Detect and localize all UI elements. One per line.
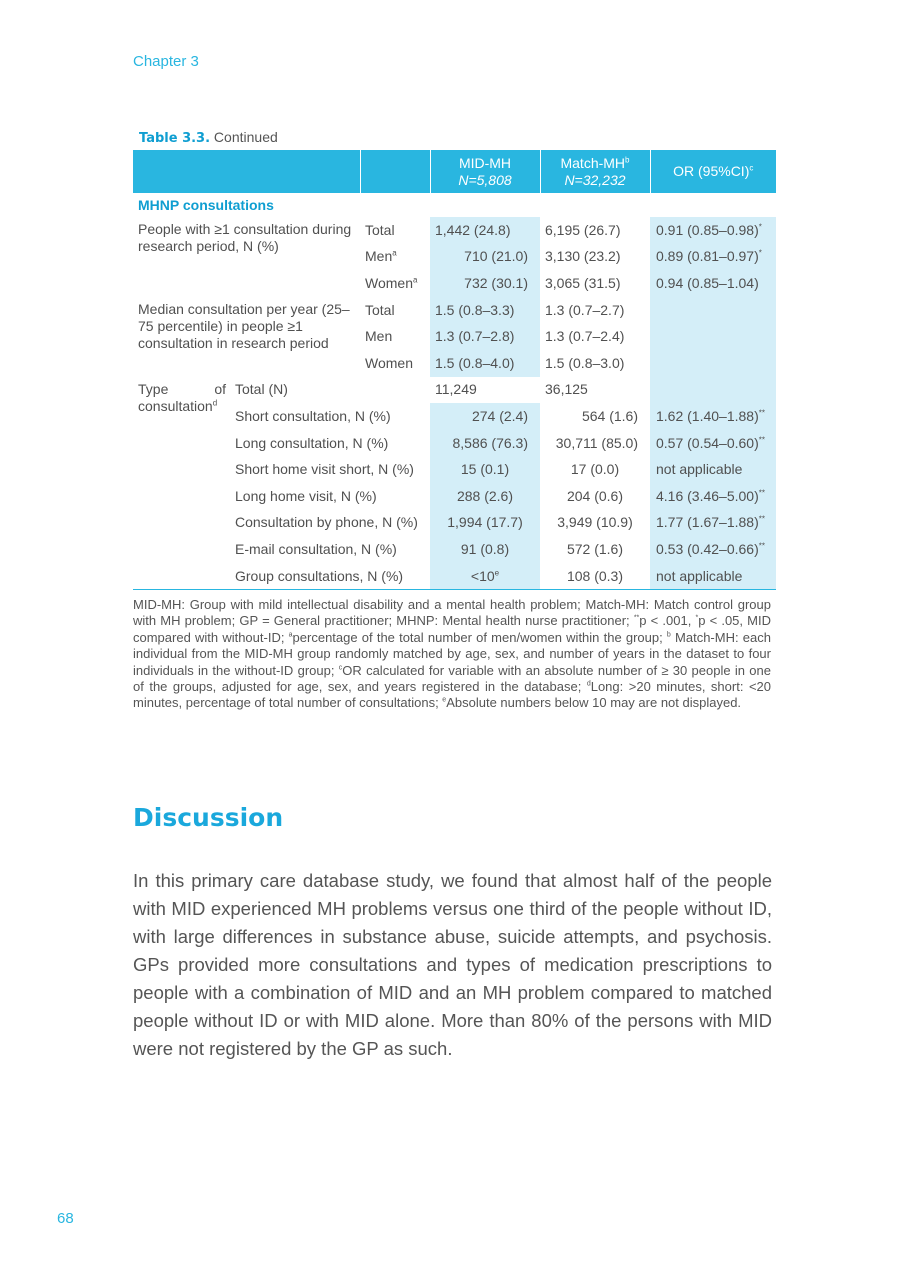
row-sub-label: Long home visit, N (%) <box>235 487 377 504</box>
cell-or: not applicable <box>650 456 776 483</box>
section-row <box>133 193 776 217</box>
cell-mid-mh: 1,442 (24.8) <box>430 217 540 244</box>
row-sub-label: Women$^a$ <box>365 274 418 291</box>
cell-mid-mh: 288 (2.6) <box>430 483 540 510</box>
cell-or: 0.94 (0.85–1.04) <box>650 270 776 297</box>
header-or: OR $(95\%CI)^c$ <box>650 150 776 193</box>
cell-or <box>650 297 776 324</box>
row-sub-label: Women <box>365 354 413 371</box>
cell-or <box>650 350 776 377</box>
row-sub-label: Total (N) <box>235 381 288 398</box>
row-sub-label: Short consultation, N (%) <box>235 407 391 424</box>
consultations-table <box>133 150 776 590</box>
row-sub-label: E-mail consultation, N (%) <box>235 540 397 557</box>
cell-or: 4.16 (3.46–5.00)** <box>650 483 776 510</box>
row-sub-label: Total <box>365 221 395 238</box>
cell-or: 0.53 (0.42–0.66)** <box>650 536 776 563</box>
table-row <box>133 403 776 430</box>
cell-mid-mh: 274 (2.4) <box>430 403 540 430</box>
cell-match-mh: 17 (0.0) <box>570 461 620 478</box>
table-row <box>133 483 776 510</box>
table-row <box>133 297 776 324</box>
table-row <box>133 536 776 563</box>
cell-match-mh: 108 (0.3) <box>540 563 650 590</box>
table-row <box>133 270 776 297</box>
table-caption-label: Table 3.3. <box>139 131 211 146</box>
row-sub-label: Long consultation, N (%) <box>235 434 389 451</box>
cell-match-mh: 3,949 (10.9) <box>557 514 633 531</box>
table-header-row <box>133 150 776 193</box>
cell-mid-mh: 15 (0.1) <box>430 456 540 483</box>
cell-mid-mh: 11,249 <box>435 381 477 398</box>
cell-match-mh: 3,130 (23.2) <box>545 248 621 265</box>
table-row <box>133 456 776 483</box>
row-sub-label: Group consultations, N (%) <box>230 563 430 590</box>
cell-match-mh: 36,125 <box>545 381 588 398</box>
table-row <box>133 510 776 537</box>
table-row <box>133 563 776 590</box>
section-title: MHNP consultations <box>138 196 274 213</box>
page-number: 68 <box>57 1210 74 1227</box>
discussion-paragraph: In this primary care database study, we found that almost half of the people with MID experienced MH problems versus one third of the people without ID, with large differences in substance abuse, suicide attempts, and psychosis. GPs provided more consultations and types of medication prescriptions to people with a combination of MID and an MH problem compared to matched people without ID or with MID alone. More than 80% of the persons with MID were not registered by the GP as such. <box>133 870 772 1059</box>
cell-or: 1.62 (1.40–1.88)** <box>650 403 776 430</box>
table-footnote: MID-MH: Group with mild intellectual disability and a mental health problem; Match-MH: Match control group with MH problem; GP = General practitioner; MHNP: Mental health nurse practitioner; **p < .001, *p < .05, MID compared with without-ID; $^a$percentage of the total number of men/women within the group; $^b$ Match-MH: each individual from the MID-MH group randomly matched by age, sex, and number of years in the dataset to four individuals in the without-ID group; $^c$OR calculated for variable with an absolute number of ≥ 30 people in one of the groups, adjusted for age, sex, and years registered in the database; $^d$Long: >20 minutes, short: <20 minutes, percentage of total number of consultations; $^e$Absolute numbers below 10 may are not displayed. <box>133 597 771 711</box>
row-sub-label: Total <box>365 301 395 318</box>
cell-mid-mh: 1.5 (0.8–3.3) <box>430 297 540 324</box>
cell-mid-mh: 1.3 (0.7–2.8) <box>430 323 540 350</box>
cell-match-mh: 564 (1.6) <box>581 407 638 424</box>
table-row <box>133 377 776 404</box>
cell-match-mh: 1.3 (0.7–2.7) <box>545 301 625 318</box>
chapter-header: Chapter 3 <box>133 53 199 70</box>
row-sub-label: Men <box>365 328 393 345</box>
cell-or: 0.91 (0.85–0.98)* <box>650 217 776 244</box>
cell-mid-mh: 732 (30.1) <box>430 270 540 297</box>
cell-or: 1.77 (1.67–1.88)** <box>650 510 776 537</box>
cell-match-mh: 30,711 (85.0) <box>555 434 638 451</box>
header-mid-mh: MID-MH N=5,808 <box>430 150 540 193</box>
table-caption <box>139 129 278 146</box>
row-sub-label: Short home visit short, N (%) <box>235 461 414 478</box>
cell-mid-mh: 710 (21.0) <box>430 244 540 271</box>
group-label: Median consultation per year (25–75 percentile) in people ≥1 consultation in research period <box>138 300 350 351</box>
cell-or: 0.89 (0.81–0.97)* <box>650 244 776 271</box>
row-sub-label: Consultation by phone, N (%) <box>235 514 418 531</box>
cell-mid-mh: $<10^e$ <box>430 563 540 590</box>
cell-match-mh: 3,065 (31.5) <box>545 274 621 291</box>
group-label: Type of consultation$^d$ <box>138 380 226 414</box>
header-empty-cell <box>133 150 360 193</box>
cell-mid-mh: 8,586 (76.3) <box>430 430 540 457</box>
cell-match-mh: 204 (0.6) <box>566 487 624 504</box>
cell-or: 0.57 (0.54–0.60)** <box>650 430 776 457</box>
header-match-mh: Match-$MH^b$ N=32,232 <box>540 150 650 193</box>
cell-match-mh: 1.5 (0.8–3.0) <box>545 354 625 371</box>
cell-or <box>650 323 776 350</box>
group-label: People with ≥1 consultation during research period, N (%) <box>138 221 352 254</box>
row-sub-label: Men$^a$ <box>365 248 397 265</box>
cell-mid-mh: 91 (0.8) <box>430 536 540 563</box>
cell-mid-mh: 1,994 (17.7) <box>430 510 540 537</box>
header-empty-cell <box>360 150 430 193</box>
discussion-heading: Discussion <box>133 803 284 832</box>
cell-mid-mh: 1.5 (0.8–4.0) <box>430 350 540 377</box>
cell-or: not applicable <box>650 563 776 590</box>
table-caption-text: Continued <box>210 129 278 145</box>
cell-match-mh: 572 (1.6) <box>566 540 624 557</box>
table-row <box>133 430 776 457</box>
cell-match-mh: 6,195 (26.7) <box>545 221 621 238</box>
cell-or <box>650 377 776 404</box>
table-row <box>133 217 776 244</box>
cell-match-mh: 1.3 (0.7–2.4) <box>545 328 625 345</box>
